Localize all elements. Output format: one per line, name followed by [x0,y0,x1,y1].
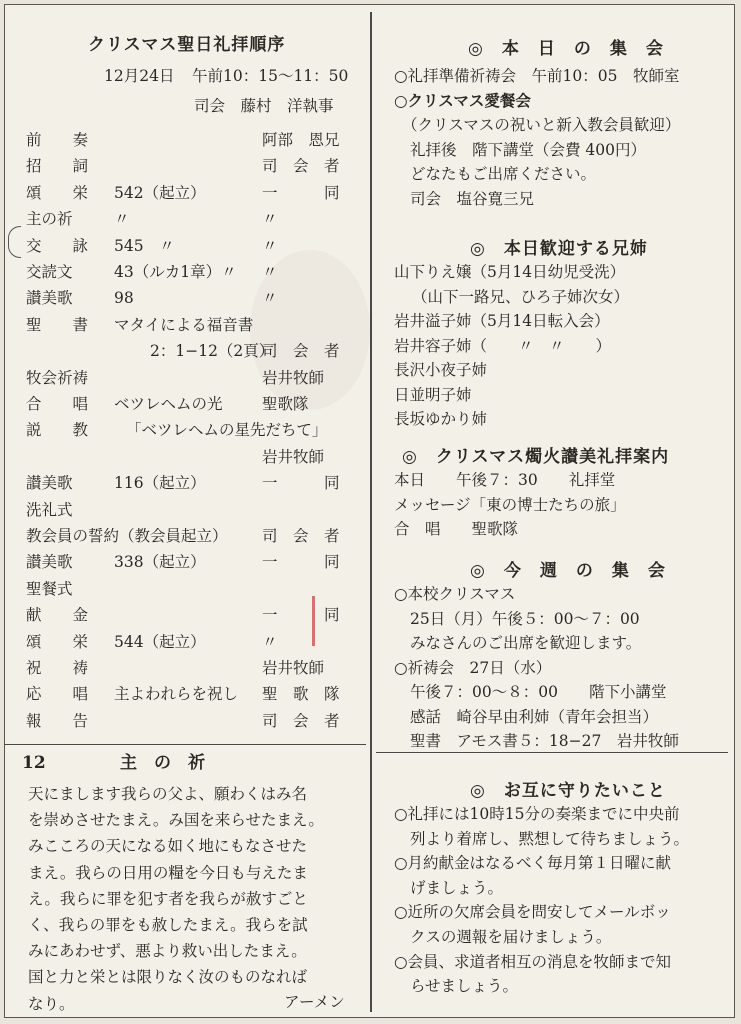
order-item: 応 唱 [26,685,89,703]
today-line: 礼拝後 階下講堂（会費 400円） [410,141,647,159]
today-line: 司会 塩谷寛三兄 [410,190,535,208]
order-who: 〃 [262,237,278,255]
mutual-title: ◎ お互に守りたいこと [470,781,666,801]
order-detail: 542（起立） [114,184,206,202]
order-who: 〃 [262,289,278,307]
order-item: 讃美歌 [26,289,73,307]
today-line: （クリスマスの祝いと新入教会員歓迎） [402,116,681,134]
order-item: 聖 書 [26,316,89,334]
prayer-line: え。我らに罪を犯す者を我らが赦すごと [28,889,308,908]
order-who: 阿部 恩兄 [262,131,340,149]
candle-title: ◎ クリスマス燭火讃美礼拝案内 [402,447,670,467]
order-detail: 338（起立） [114,553,206,571]
mutual-line: らせましょう。 [410,977,519,995]
prayer-title: 主 の 祈 [120,753,205,773]
prayer-text [28,781,360,1017]
order-item: 讃美歌 [26,474,73,492]
order-item: 交 詠 [26,237,89,255]
week-line: ○本校クリスマス [394,585,516,603]
order-detail: 〃 [114,210,130,228]
right-section-divider [376,752,728,753]
order-who: 〃 [262,263,278,281]
order-time: 午前10：15〜11：50 [192,67,349,85]
welcome-line: 長沢小夜子姉 [394,361,488,379]
order-date: 12月24日 [104,67,175,85]
week-line: 25日（月）午後５：00〜７：00 [410,610,640,628]
order-who: 一 同 [262,474,340,492]
order-item: 頌 栄 [26,633,89,651]
welcome-title: ◎ 本日歓迎する兄姉 [470,239,648,259]
prayer-amen: アーメン [284,993,345,1011]
order-who: 岩井牧師 [262,369,325,387]
mutual-line: ○月約献金はなるべく毎月第１日曜に献 [394,854,672,872]
order-item: 牧会祈祷 [26,369,89,387]
order-detail: 544（起立） [114,633,206,651]
order-who: 司 会 者 [262,712,340,730]
week-line: 聖書 アモス書５：18−27 岩井牧師 [410,732,679,750]
order-detail: 「ベツレヘムの星先だちて」 [126,421,328,439]
prayer-line: く、我らの罪をも赦したまえ。我らを試 [28,916,308,935]
order-item: 頌 栄 [26,184,89,202]
mutual-line: ○近所の欠席会員を問安してメールボッ [394,903,671,921]
order-item: 報 告 [26,712,89,730]
week-line: ○祈祷会 27日（水） [394,659,552,677]
order-item: 交読文 [26,263,73,281]
order-detail: 98 [114,289,134,307]
today-line: どなたもご出席ください。 [410,165,597,183]
order-who: 聖 歌 隊 [262,685,340,703]
order-item: 説 教 [26,421,89,439]
candle-line: 合 唱 聖歌隊 [394,520,519,538]
order-detail: 545 〃 [114,237,175,255]
welcome-line: （山下一路兄、ひろ子姉次女） [412,288,630,306]
mutual-line: 列より着席し、黙想して待ちましょう。 [410,830,690,848]
column-divider [370,12,372,1012]
mutual-line: ○礼拝には10時15分の奏楽までに中央前 [394,805,680,823]
welcome-line: 岩井容子姉（ 〃 〃 ） [394,337,612,355]
week-line: 感話 崎谷早由利姉（青年会担当） [410,708,659,726]
week-title: ◎ 今 週 の 集 会 [470,561,666,581]
prayer-number: 12 [22,753,46,773]
order-detail: 2：1−12（2頁） [150,342,275,360]
order-detail: 116（起立） [114,474,206,492]
handwritten-bracket [8,226,21,258]
prayer-line: を崇めさせたまえ。み国を来らせたまえ。 [28,811,324,830]
order-item: 讃美歌 [26,553,73,571]
order-who: 司 会 者 [262,527,340,545]
order-item: 前 奏 [26,131,89,149]
prayer-line: まえ。我らの日用の糧を今日も与えたま [28,863,308,882]
today-line: ○礼拝準備祈祷会 午前10：05 牧師室 [394,67,680,85]
mutual-line: ○会員、求道者相互の消息を牧師まで知 [394,953,672,971]
order-item: 主の祈 [26,210,73,228]
order-who: 司 会 者 [262,157,340,175]
order-item: 洗礼式 [26,501,73,519]
order-who: 一 同 [262,184,340,202]
welcome-line: 長坂ゆかり姉 [394,410,488,428]
order-detail: 43（ルカ1章）〃 [114,263,237,281]
order-who: 一 同 [262,606,340,624]
order-detail: 主よわれらを祝し [114,685,239,703]
order-item: 聖餐式 [26,580,73,598]
order-item: 祝 祷 [26,659,89,677]
mutual-line: クスの週報を届けましょう。 [410,928,612,946]
welcome-line: 岩井溢子姉（5月14日転入会） [394,312,610,330]
candle-line: 本日 午後７：30 礼拝堂 [394,471,616,489]
left-section-divider [4,744,366,745]
order-item: 献 金 [26,606,89,624]
today-title: ◎ 本 日 の 集 会 [468,39,664,59]
prayer-line: みにあわせず、悪より救い出したまえ。 [28,942,307,961]
order-who: 司 会 者 [262,342,340,360]
mutual-line: げましょう。 [410,879,504,897]
order-who: 聖歌隊 [262,395,309,413]
order-who: 岩井牧師 [262,448,325,466]
order-who: 岩井牧師 [262,659,325,677]
order-title: クリスマス聖日礼拝順序 [88,35,286,55]
prayer-line: 天にまします我らの父よ、願わくはみ名 [28,785,308,803]
prayer-line: 国と力と栄とは限りなく汝のものなれば [28,968,308,987]
today-line: ○クリスマス愛餐会 [394,91,531,110]
order-item: 招 詞 [26,157,89,175]
order-who: 〃 [262,633,278,651]
prayer-line: なり。 [28,994,75,1013]
order-detail: マタイによる福音書 [114,316,254,334]
order-presider: 司会 藤村 洋執事 [194,97,334,115]
welcome-line: 山下りえ嬢（5月14日幼児受洗） [394,263,626,281]
prayer-line: みこころの天になる如く地にもなさせた [28,837,308,856]
week-line: 午後７：00〜８：00 階下小講堂 [410,683,667,701]
order-item: 合 唱 [26,395,89,413]
order-item: 教会員の誓約（教会員起立） [26,527,228,545]
order-detail: ベツレヘムの光 [114,395,223,413]
candle-line: メッセージ「東の博士たちの旅」 [394,496,626,514]
order-who: 一 同 [262,553,340,571]
welcome-line: 日並明子姉 [394,386,472,404]
week-line: みなさんのご出席を歓迎します。 [410,634,642,652]
order-who: 〃 [262,210,278,228]
